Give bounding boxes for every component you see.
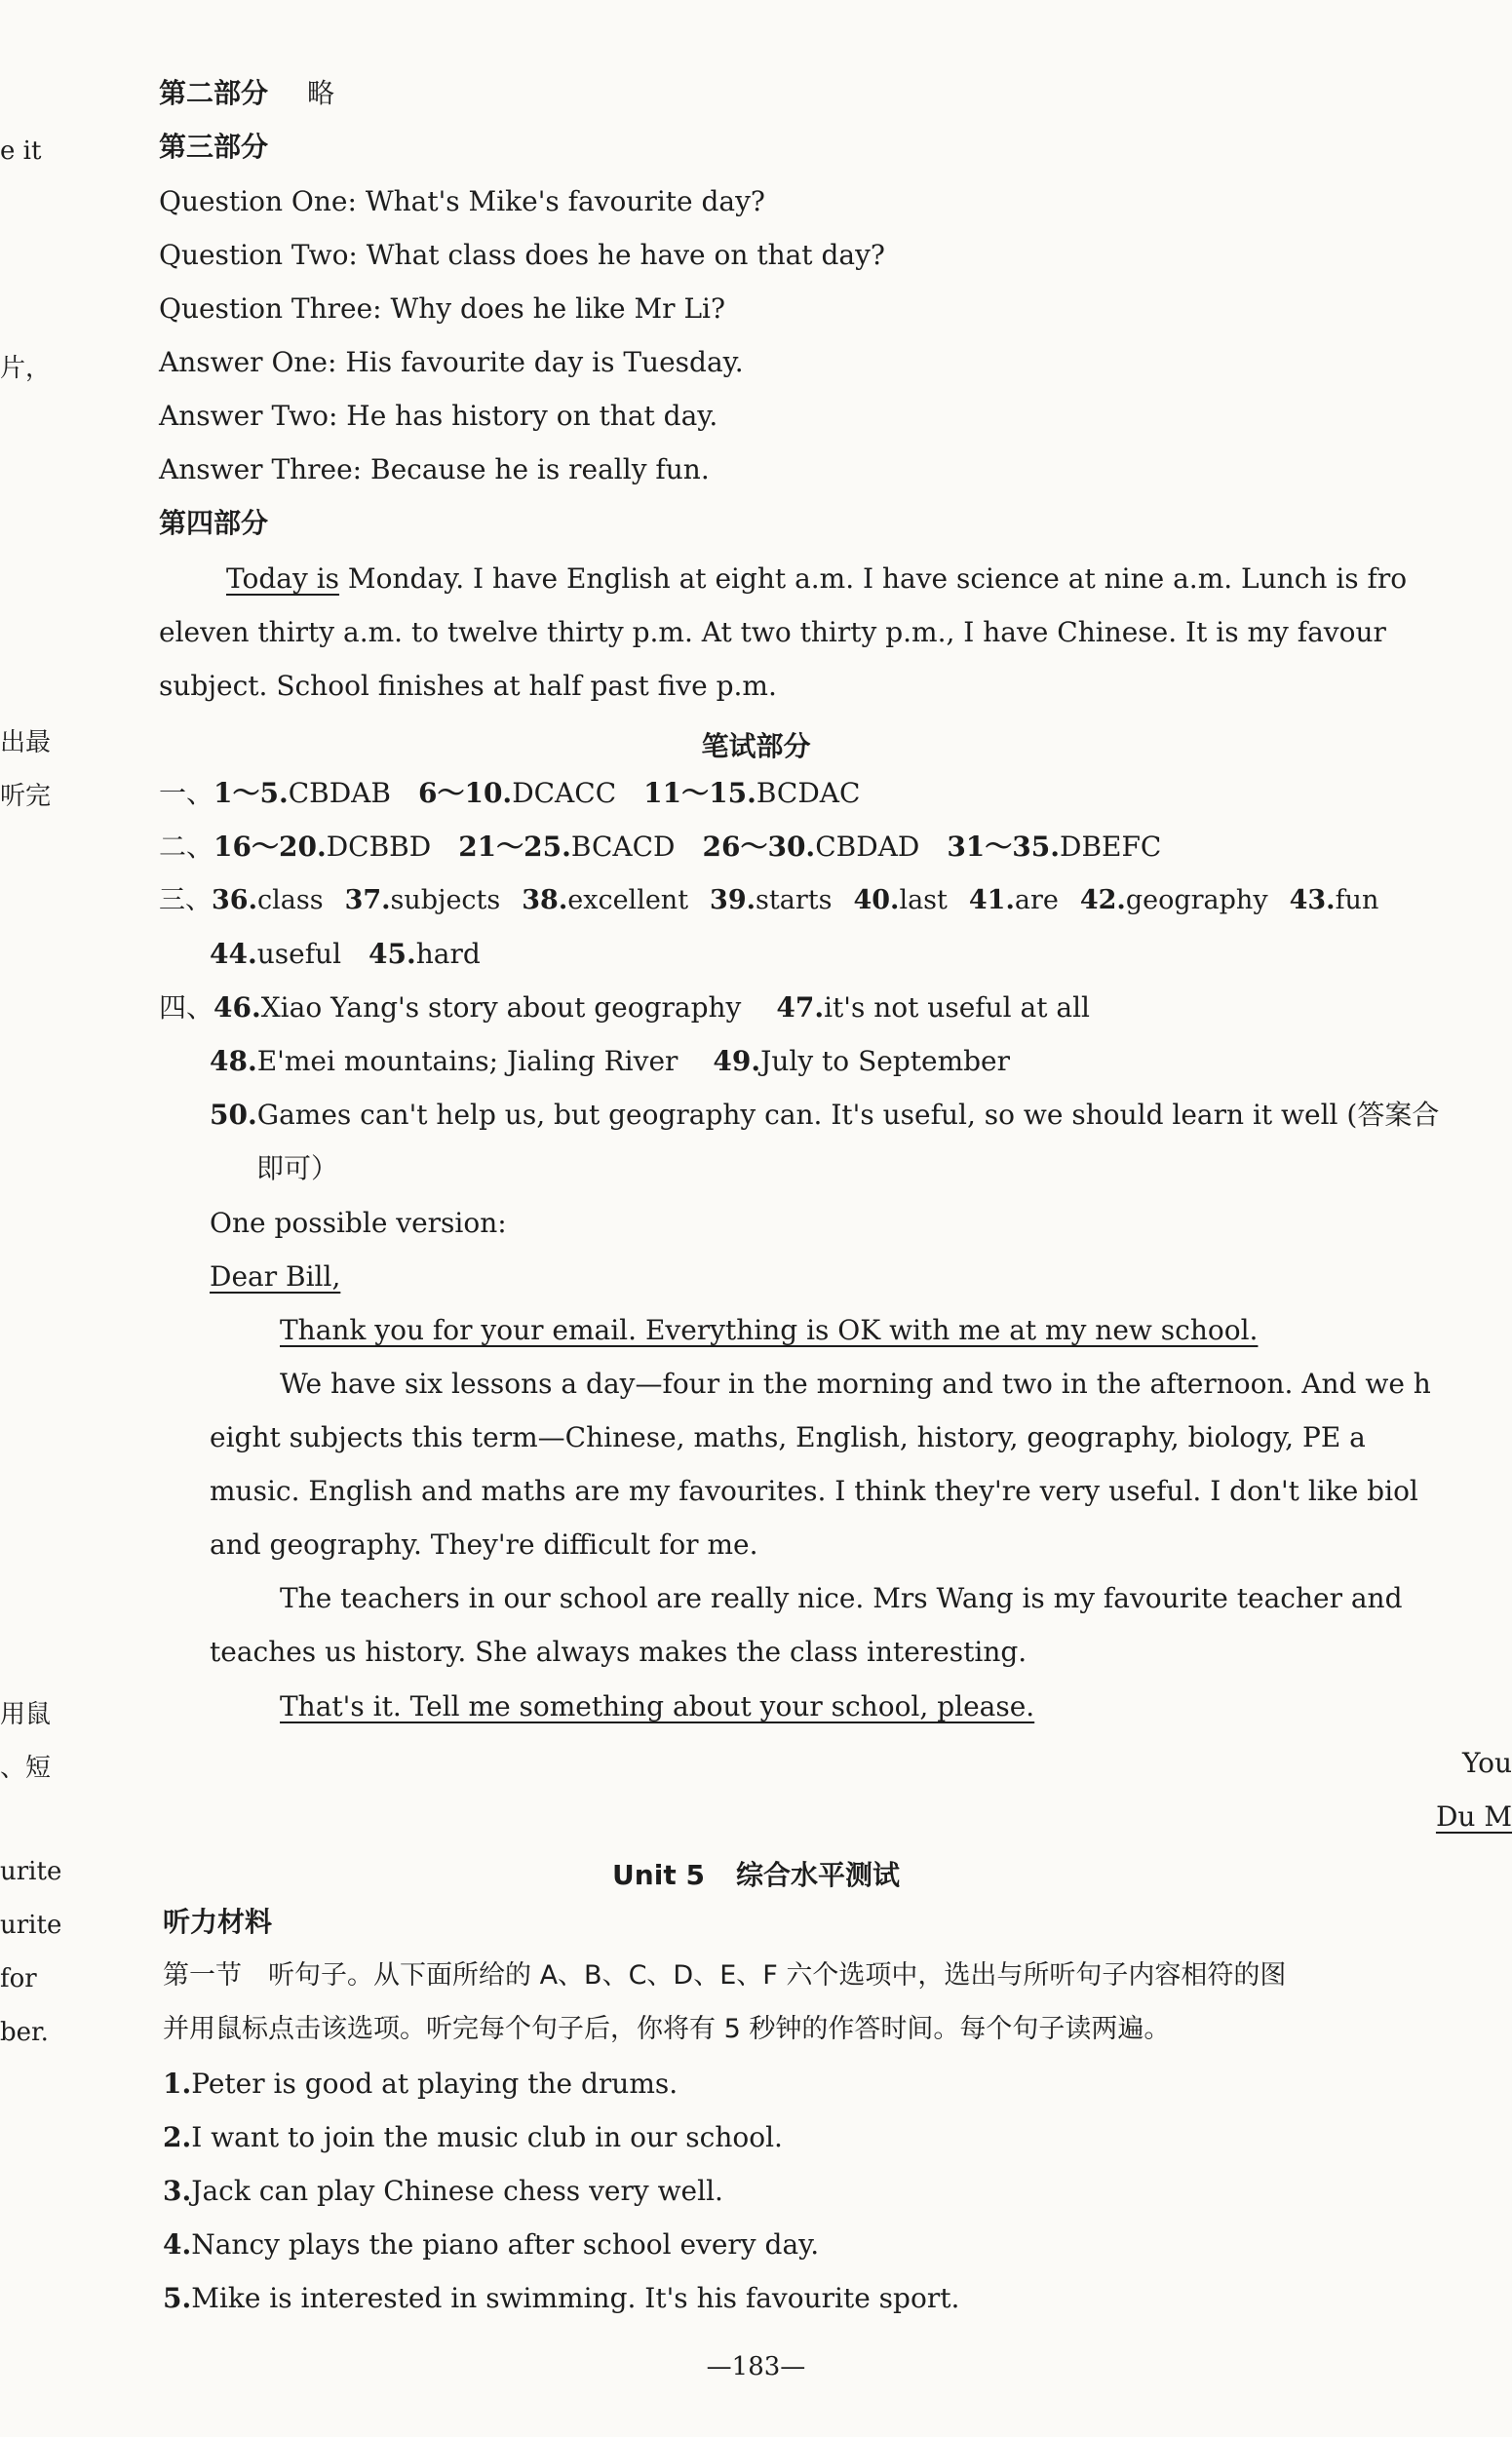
section-4-line [159, 991, 1090, 1024]
question-line: Question Three: Why does he like Mr Li? [159, 292, 726, 325]
edge-fragment: ber. [0, 2018, 49, 2047]
passage-text: Monday. I have English at eight a.m. I have science at nine a.m. Lunch is fro [339, 562, 1408, 595]
letter-paragraph: That's it. Tell me something about your school, please. [280, 1690, 1035, 1722]
part2-heading [159, 77, 335, 109]
letter-greeting: Dear Bill, [210, 1260, 341, 1293]
edge-fragment: e it [0, 136, 42, 166]
question-line: Question One: What's Mike's favourite day? [159, 185, 765, 217]
letter-paragraph: We have six lessons a day—four in the morning and two in the afternoon. And we h [280, 1368, 1431, 1400]
answer-group: 44.useful [210, 938, 342, 970]
section-1-answers [159, 777, 861, 809]
section-4-line: 50.Games can't help us, but geography can. It's useful, so we should learn it well (答案合 [210, 1099, 1440, 1131]
list-item: 3.Jack can play Chinese chess very well. [163, 2175, 723, 2207]
page-number: —183— [706, 2352, 806, 2381]
passage-line: subject. School finishes at half past five p.m. [159, 670, 777, 702]
letter-paragraph: and geography. They're difficult for me. [210, 1528, 758, 1561]
section-4-note: 即可） [256, 1152, 339, 1184]
part2-label: 第二部分 [159, 77, 269, 109]
section-3-answers-cont [210, 938, 481, 970]
edge-fragment: 、短 [0, 1754, 52, 1783]
letter-paragraph: Thank you for your email. Everything is OK with me at my new school. [280, 1314, 1259, 1346]
answer-group: 36.class [212, 885, 324, 915]
section-prefix: 三、 [159, 885, 212, 915]
answer-group: 38.excellent [522, 885, 689, 915]
answer-group: 1～5.CBDAB [213, 777, 391, 809]
answer-group: 42.geography [1079, 885, 1268, 915]
answer-line: Answer Two: He has history on that day. [159, 400, 718, 432]
answer-group: 49.July to September [713, 1045, 1010, 1077]
answer-group: 41.are [968, 885, 1059, 915]
answer-group: 48.E'mei mountains; Jialing River [210, 1045, 678, 1077]
written-part-title: 笔试部分 [701, 730, 811, 762]
answer-group: 43.fun [1289, 885, 1379, 915]
part4-heading: 第四部分 [159, 507, 269, 539]
section-prefix: 二、 [159, 831, 214, 863]
listening-instructions: 并用鼠标点击该选项。听完每个句子后，你将有 5 秒钟的作答时间。每个句子读两遍。 [163, 2014, 1171, 2044]
answer-line: Answer Three: Because he is really fun. [159, 453, 710, 485]
question-line: Question Two: What class does he have on that day? [159, 239, 885, 271]
letter-closing: You [1462, 1747, 1512, 1779]
edge-fragment: 用鼠 [0, 1700, 52, 1729]
answer-group: 31～35.DBEFC [947, 831, 1162, 863]
answer-group: 21～25.BCACD [458, 831, 676, 863]
letter-paragraph: eight subjects this term—Chinese, maths, English, history, geography, biology, PE a [210, 1421, 1366, 1453]
answer-group: 37.subjects [344, 885, 501, 915]
passage-line [226, 562, 1408, 595]
edge-fragment: urite [0, 1911, 62, 1940]
listening-instructions: 第一节 听句子。从下面所给的 A、B、C、D、E、F 六个选项中，选出与所听句子内容相符的图 [163, 1960, 1287, 1991]
answer-line: Answer One: His favourite day is Tuesday. [159, 346, 744, 378]
list-item: 2.I want to join the music club in our school. [163, 2121, 783, 2153]
answer-group: 16～20.DCBBD [213, 831, 432, 863]
edge-fragment: urite [0, 1857, 62, 1886]
passage-line: eleven thirty a.m. to twelve thirty p.m. At two thirty p.m., I have Chinese. It is my favour [159, 616, 1386, 648]
section-prefix: 一、 [159, 777, 214, 809]
answer-group: 40.last [853, 885, 948, 915]
letter-paragraph: music. English and maths are my favourites. I think they're very useful. I don't like biol [210, 1475, 1418, 1507]
section-prefix: 四、 [159, 991, 214, 1024]
letter-paragraph: The teachers in our school are really nice. Mrs Wang is my favourite teacher and [280, 1582, 1403, 1614]
section-2-answers [159, 833, 1161, 861]
answer-group: 47.it's not useful at all [776, 991, 1090, 1024]
listening-heading: 听力材料 [163, 1906, 273, 1938]
part3-heading: 第三部分 [159, 131, 269, 163]
letter-signature: Du M [1435, 1800, 1512, 1833]
answer-group: 46.Xiao Yang's story about geography [213, 991, 742, 1024]
answer-group: 39.starts [710, 885, 833, 915]
list-item: 1.Peter is good at playing the drums. [163, 2068, 678, 2100]
list-item: 5.Mike is interested in swimming. It's his favourite sport. [163, 2282, 960, 2314]
edge-fragment: for [0, 1964, 37, 1993]
edge-fragment: 听完 [0, 782, 52, 811]
letter-intro: One possible version: [210, 1207, 507, 1239]
passage-lead: Today is [226, 562, 340, 595]
answer-group: 45.hard [368, 938, 481, 970]
edge-fragment: 片， [0, 354, 52, 383]
list-item: 4.Nancy plays the piano after school every day. [163, 2228, 820, 2261]
answer-group: 26～30.CBDAD [702, 831, 920, 863]
section-3-answers [159, 887, 1378, 913]
section-4-line [210, 1045, 1010, 1077]
answer-group: 6～10.DCACC [417, 777, 617, 809]
answer-group: 11～15.BCDAC [643, 777, 861, 809]
letter-paragraph: teaches us history. She always makes the class interesting. [210, 1636, 1027, 1668]
edge-fragment: 出最 [0, 728, 52, 757]
part2-value: 略 [307, 77, 335, 109]
unit-title: Unit 5 综合水平测试 [612, 1859, 900, 1891]
